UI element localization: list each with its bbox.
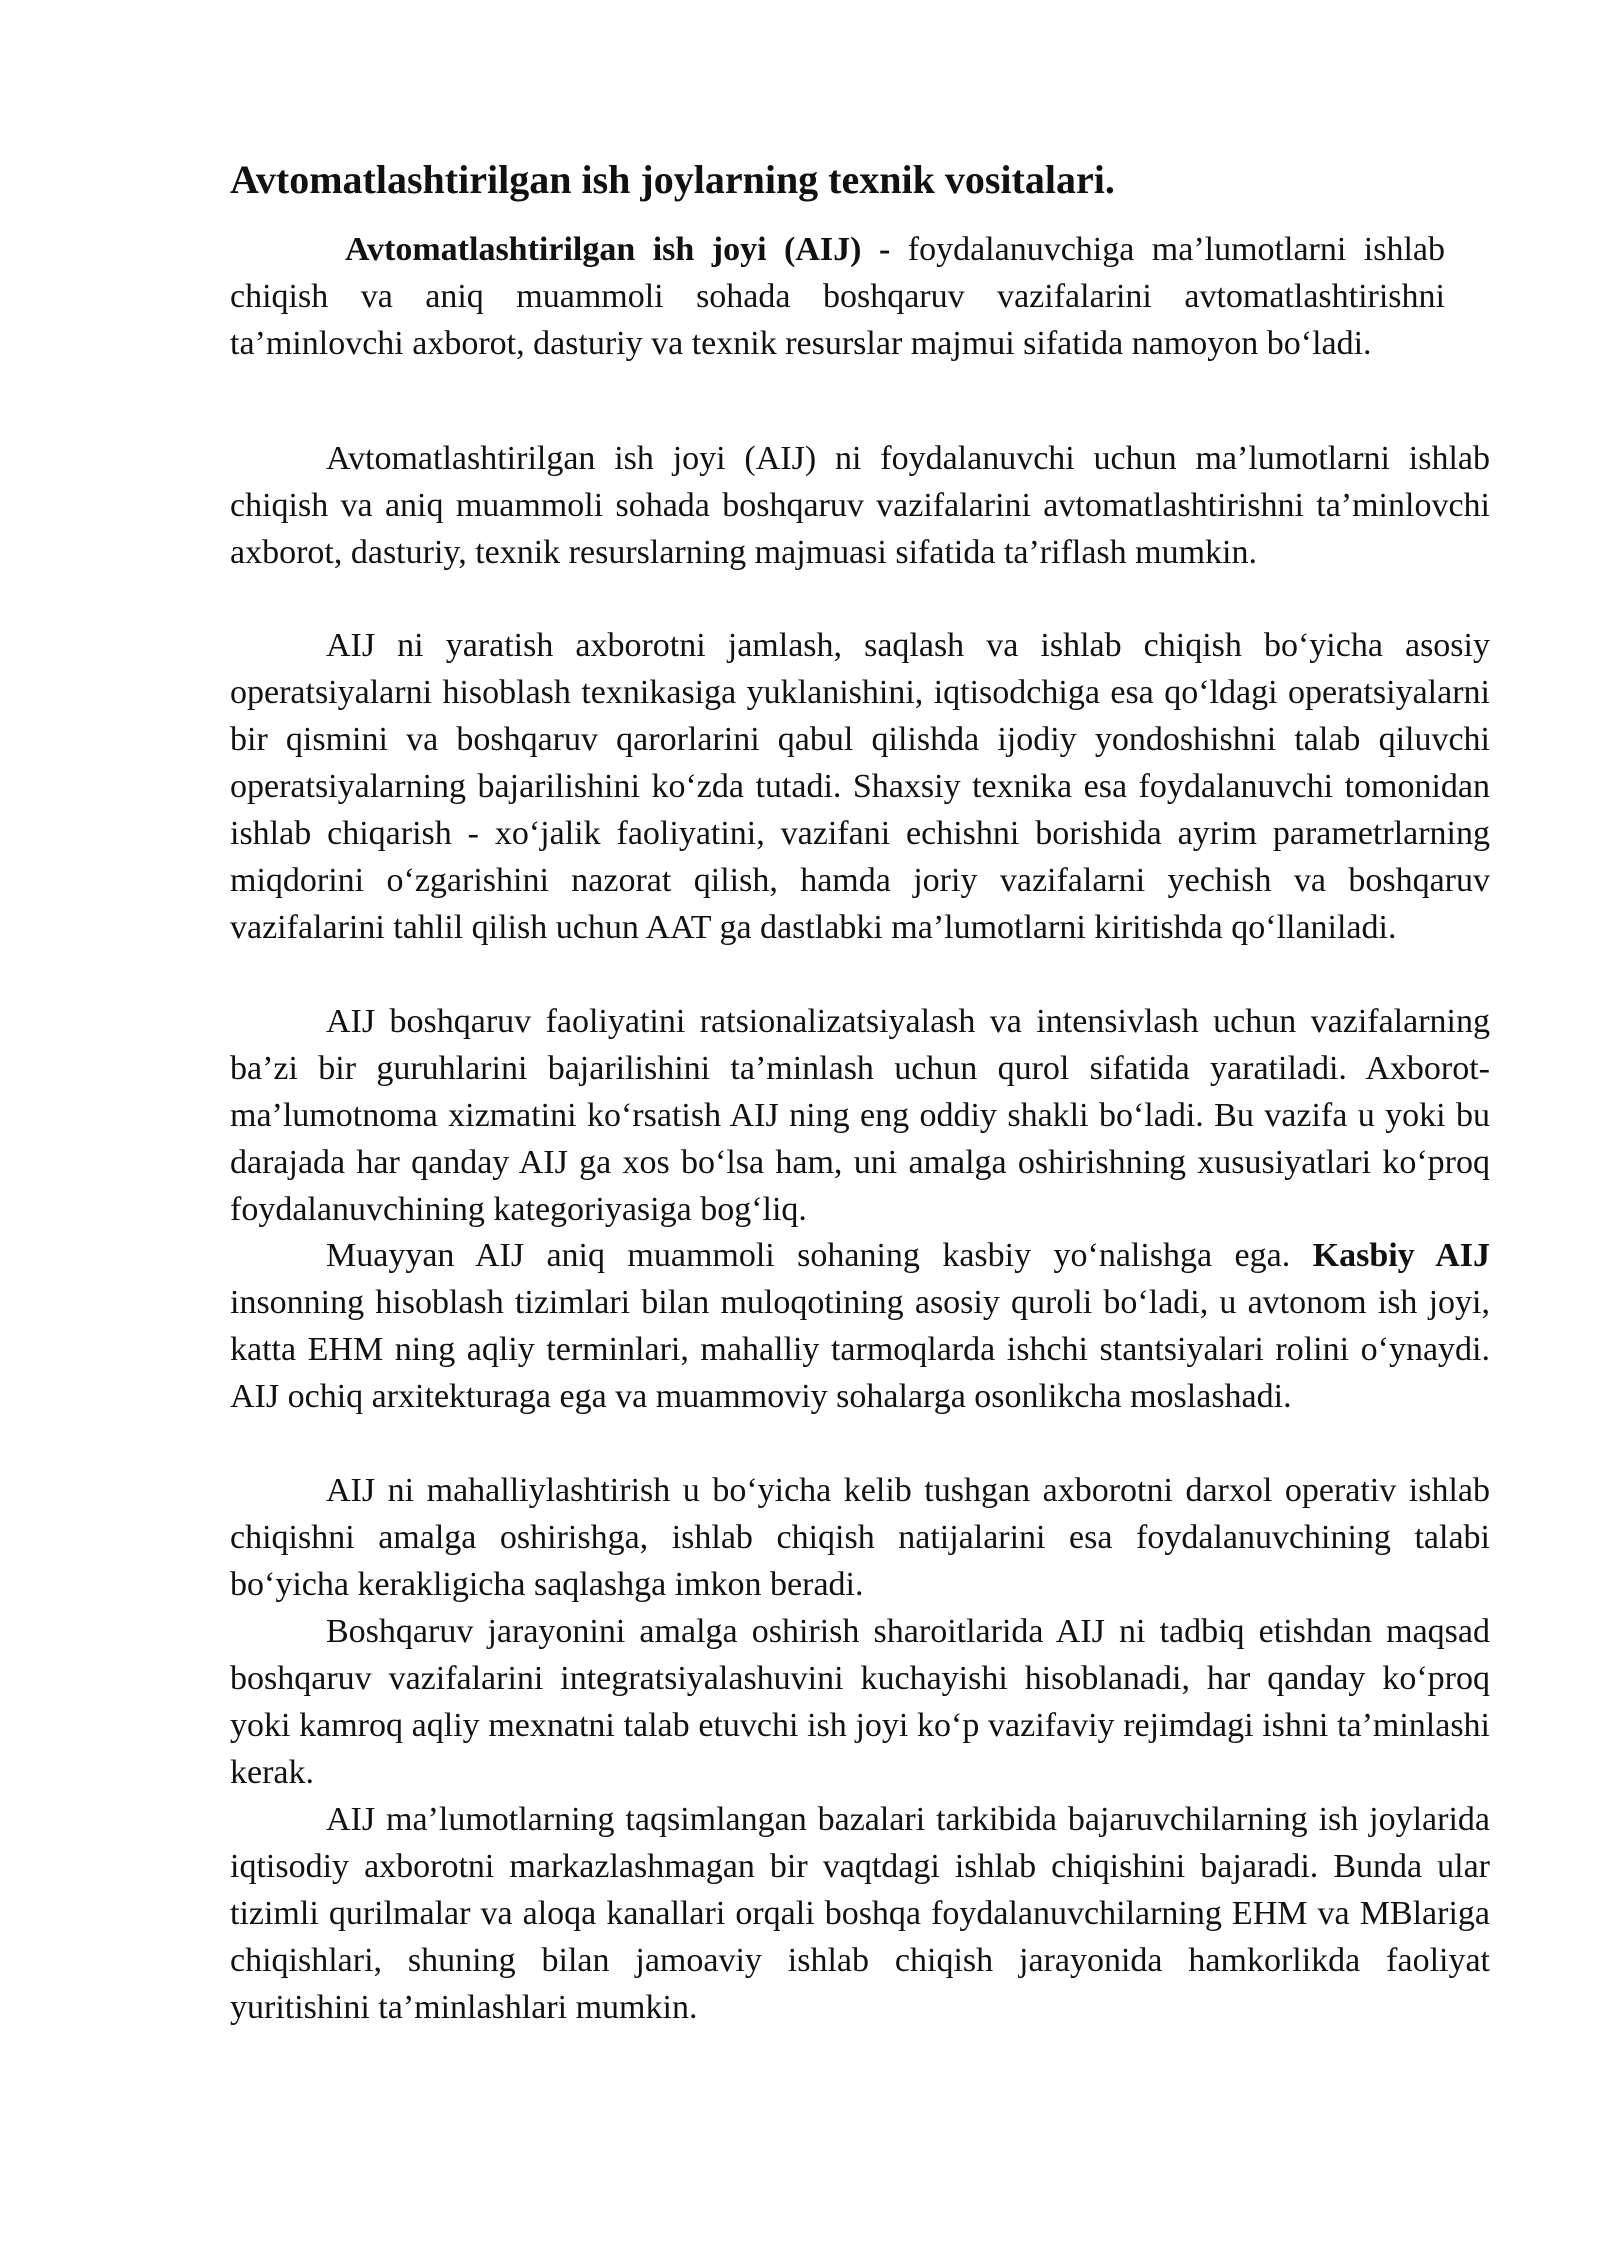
paragraph-8: AIJ ma’lumotlarning taqsimlangan bazalari tarkibida bajaruvchilarning ish joylarida iqtisodiy axborotni markazlashmagan bir vaqtdagi ishlab chiqishini bajaradi. Bunda ular tizimli qurilmalar va aloqa kanallari orqali boshqa foydalanuvchilarning EHM va MBlariga chiqishlari, shuning bilan jamoaviy ishlab chiqish jarayonida hamkorlikda faoliyat yuritishini ta’minlashlari mumkin.: [230, 1801, 1490, 2026]
kasbiy-aij-term: Kasbiy AIJ: [1312, 1237, 1490, 1274]
paragraph-3: AIJ ni yaratish axborotni jamlash, saqlash va ishlab chiqish bo‘yicha asosiy operatsiyalarni hisoblash texnikasiga yuklanishini, iqtisodchiga esa qo‘ldagi operatsiyalarni bir qismini va boshqaruv qarorlarini qabul qilishda ijodiy yondoshishni talab qiluvchi operatsiyalarning bajarilishini ko‘zda tutadi. Shaxsiy texnika esa foydalanuvchi tomonidan ishlab chiqarish - xo‘jalik faoliyatini, vazifani echishni borishida ayrim parametrlarning miqdorini o‘zgarishini nazorat qilish, hamda joriy vazifalarni yechish va boshqaruv vazifalarini tahlil qilish uchun AAT ga dastlabki ma’lumotlarni kiritishda qo‘llaniladi.: [230, 627, 1490, 946]
paragraph-5-text-after: insonning hisoblash tizimlari bilan muloqotining asosiy quroli bo‘ladi, u avtonom ish joyi, katta EHM ning aqliy terminlari, mahalliy tarmoqlarda ishchi stantsiyalari rolini o‘ynaydi. AIJ ochiq arxitekturaga ega va muammoviy sohalarga osonlikcha moslashadi.: [230, 1284, 1490, 1415]
definition-text: foydalanuvchiga ma’lumotlarni ishlab chiqish va aniq muammoli sohada boshqaruv vazifalarini avtomatlashtirishni ta’minlovchi axborot, dasturiy va texnik resurslar majmui sifatida namoyon bo‘ladi.: [230, 231, 1445, 362]
definition-term: Avtomatlashtirilgan ish joyi (AIJ) -: [345, 231, 891, 268]
paragraph-4: AIJ boshqaruv faoliyatini ratsionalizatsiyalash va intensivlash uchun vazifalarning ba’zi bir guruhlarini bajarilishini ta’minlash uchun qurol sifatida yaratiladi. Axborot-ma’lumotnoma xizmatini ko‘rsatish AIJ ning eng oddiy shakli bo‘ladi. Bu vazifa u yoki bu darajada har qanday AIJ ga xos bo‘lsa ham, uni amalga oshirishning xususiyatlari ko‘proq foydalanuvchining kategoriyasiga bog‘liq.: [230, 1003, 1490, 1228]
document-title: Avtomatlashtirilgan ish joylarning texnik vositalari.: [230, 157, 1115, 202]
paragraph-7: Boshqaruv jarayonini amalga oshirish sharoitlarida AIJ ni tadbiq etishdan maqsad boshqaruv vazifalarini integratsiyalashuvini kuchayishi hisoblanadi, har qanday ko‘proq yoki kamroq aqliy mexnatni talab etuvchi ish joyi ko‘p vazifaviy rejimdagi ishni ta’minlashi kerak.: [230, 1613, 1490, 1791]
paragraph-6: AIJ ni mahalliylashtirish u bo‘yicha kelib tushgan axborotni darxol operativ ishlab chiqishni amalga oshirishga, ishlab chiqish natijalarini esa foydalanuvchining talabi bo‘yicha kerakligicha saqlashga imkon beradi.: [230, 1472, 1490, 1603]
paragraph-definition: [230, 226, 1445, 367]
paragraph-2: Avtomatlashtirilgan ish joyi (AIJ) ni foydalanuvchi uchun ma’lumotlarni ishlab chiqish va aniq muammoli sohada boshqaruv vazifalarini avtomatlashtirishni ta’minlovchi axborot, dasturiy, texnik resurslarning majmuasi sifatida ta’riflash mumkin.: [230, 440, 1490, 571]
paragraph-5: [230, 1232, 1490, 1420]
paragraph-5-text-before: Muayyan AIJ aniq muammoli sohaning kasbiy yo‘nalishga ega.: [326, 1237, 1313, 1274]
